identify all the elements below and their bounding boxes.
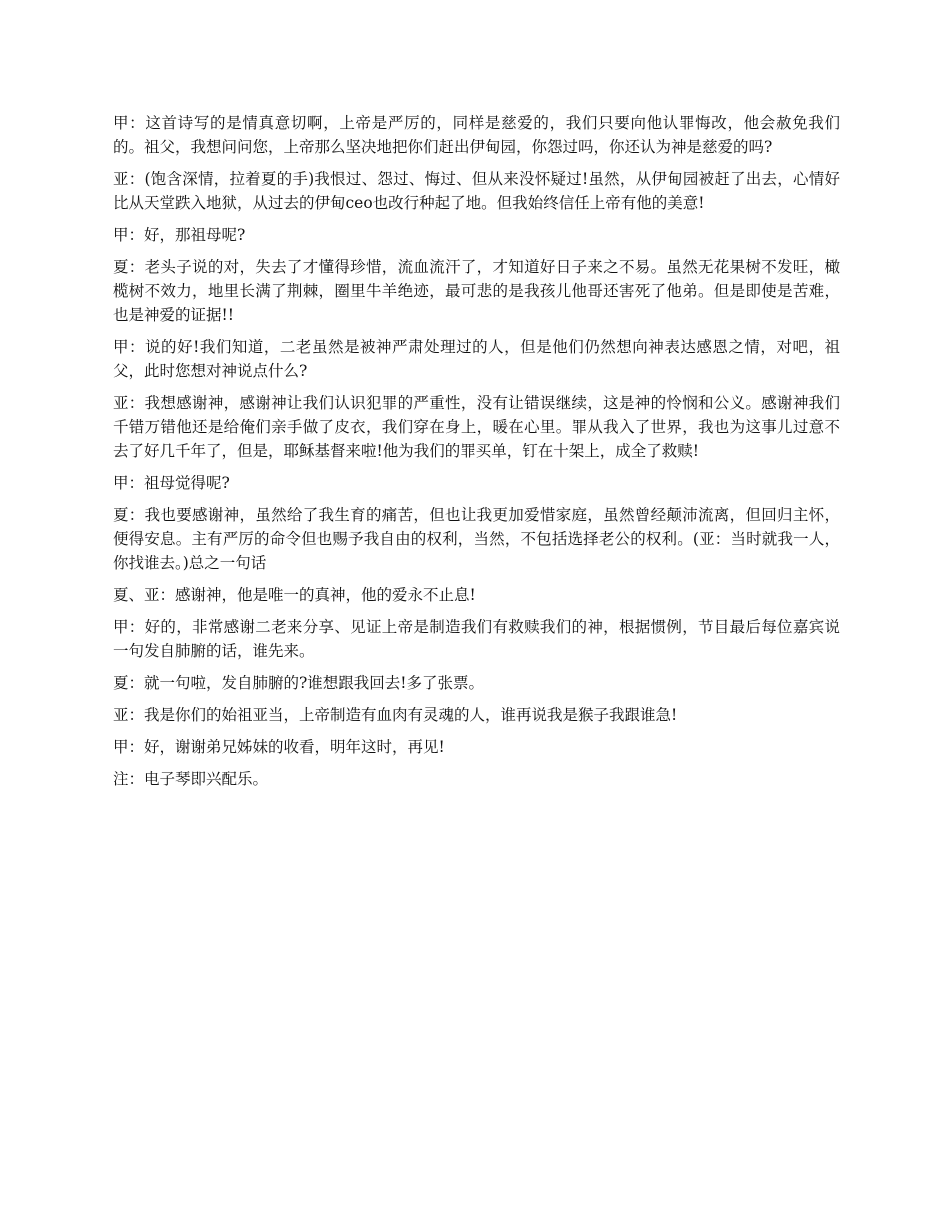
dialogue-paragraph: 夏：我也要感谢神，虽然给了我生育的痛苦，但也让我更加爱惜家庭，虽然曾经颠沛流离，但回归主怀，便得安息。主有严厉的命令但也赐予我自由的权利，当然，不包括选择老公的权利。(亚：当时就我一人，你找谁去。)总之一句话 xyxy=(113,506,840,572)
dialogue-paragraph: 甲：好，那祖母呢? xyxy=(113,226,246,244)
dialogue-paragraph: 夏、亚：感谢神，他是唯一的真神，他的爱永不止息! xyxy=(113,586,476,604)
dialogue-paragraph: 甲：好的，非常感谢二老来分享、见证上帝是制造我们有救赎我们的神，根据惯例，节目最后每位嘉宾说一句发自肺腑的话，谁先来。 xyxy=(113,618,840,660)
note-paragraph: 注：电子琴即兴配乐。 xyxy=(113,770,269,788)
document-body xyxy=(113,111,840,799)
dialogue-paragraph: 亚：(饱含深情，拉着夏的手)我恨过、怨过、悔过、但从来没怀疑过!虽然，从伊甸园被赶了出去，心情好比从天堂跌入地狱，从过去的伊甸ceo也改行种起了地。但我始终信任上帝有他的美意! xyxy=(113,170,840,212)
dialogue-paragraph: 亚：我是你们的始祖亚当，上帝制造有血肉有灵魂的人，谁再说我是猴子我跟谁急! xyxy=(113,706,678,724)
dialogue-paragraph: 甲：这首诗写的是情真意切啊，上帝是严厉的，同样是慈爱的，我们只要向他认罪悔改，他会赦免我们的。祖父，我想问问您，上帝那么坚决地把你们赶出伊甸园，你怨过吗，你还认为神是慈爱的吗? xyxy=(113,114,840,156)
dialogue-paragraph: 甲：好，谢谢弟兄姊妹的收看，明年这时，再见! xyxy=(113,738,445,756)
dialogue-paragraph: 甲：说的好!我们知道，二老虽然是被神严肃处理过的人，但是他们仍然想向神表达感恩之情，对吧，祖父，此时您想对神说点什么? xyxy=(113,338,840,380)
dialogue-paragraph: 夏：老头子说的对，失去了才懂得珍惜，流血流汗了，才知道好日子来之不易。虽然无花果树不发旺，橄榄树不效力，地里长满了荆棘，圈里牛羊绝迹，最可悲的是我孩儿他哥还害死了他弟。但是即使是苦难，也是神爱的证据!! xyxy=(113,258,840,324)
dialogue-paragraph: 甲：祖母觉得呢? xyxy=(113,474,230,492)
dialogue-paragraph: 夏：就一句啦，发自肺腑的?谁想跟我回去!多了张票。 xyxy=(113,674,485,692)
dialogue-paragraph: 亚：我想感谢神，感谢神让我们认识犯罪的严重性，没有让错误继续，这是神的怜悯和公义。感谢神我们千错万错他还是给俺们亲手做了皮衣，我们穿在身上，暖在心里。罪从我入了世界，我也为这事儿过意不去了好几千年了，但是，耶稣基督来啦!他为我们的罪买单，钉在十架上，成全了救赎! xyxy=(113,394,840,460)
